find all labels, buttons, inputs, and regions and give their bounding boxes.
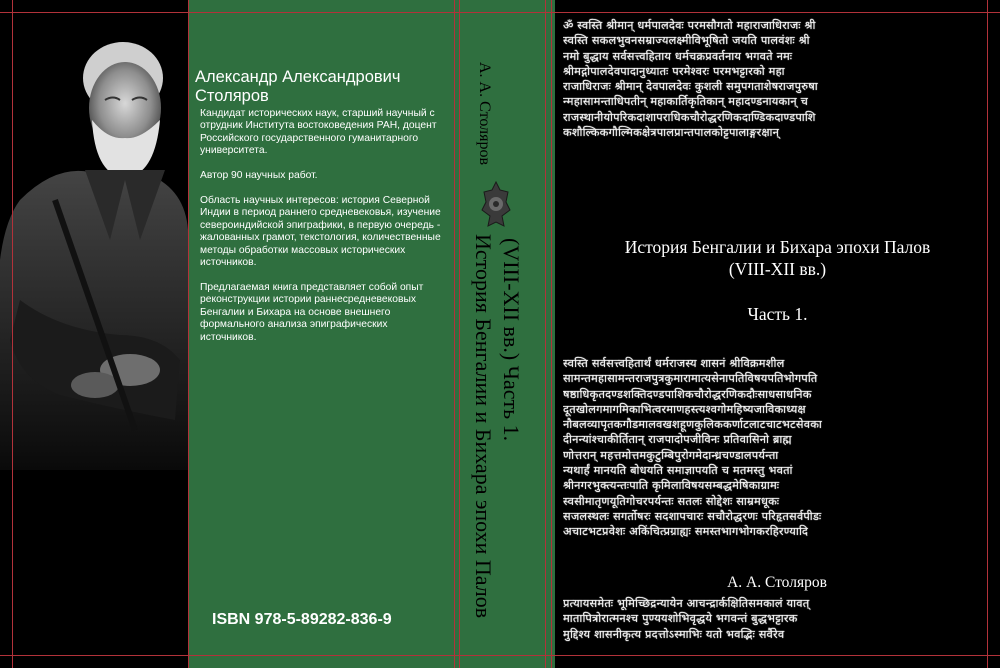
front-title-line2: (VIII-XII вв.): [728, 259, 827, 279]
back-author-name: Александр Александрович Столяров: [195, 68, 401, 105]
author-portrait: [0, 0, 188, 668]
spine-text-area: [450, 0, 555, 668]
inscription-bottom: स्वस्ति सर्वसत्त्वहितार्थं धर्मराजस्य शासनं श्रीविक्रमशील सामन्तमहासामन्तराजपुत्रकुमारामात्यसेनापतिविषयपतिभोगपति षष्ठाधिकृतदण्डशक्तिदण्डपाशिकचौरोद्धरणिकदौःसाधसाधनिक दूतखोलगमागमिकाभित्वरमाणहस्त्यश्वगोमहिष्यजाविकाध्यक्ष नौबलव्यापृतकगौडमालवखशहूणकुलिककर्णाटलाटचाटभटसेवका दीनन्यांश्चाकीर्तितान् राजपादोपजीविनः प्रतिवासिनो ब्राह्म णोत्तरान् महत्तमोत्तमकुटुम्बिपुरोगमेदान्ध्रचण्डालपर्यन्ता न्यथार्हं मानयति बोधयति समाज्ञापयति च मतमस्तु भवतां श्रीनगरभुक्त्यन्तःपाति कृमिलाविषयसम्बद्धमेषिकाग्रामः स्वसीमातृणयूतिगोचरपर्यन्तः सतलः सोद्देशः साम्रमधूकः सजलस्थलः सगर्तोषरः सदशापचारः सचौरोद्धरणः परिहृतसर्वपीडः अचाटभटप्रवेशः अकिंचित्प्रग्राह्यः समस्तभागभोगकरहिरण्यादि: [563, 357, 823, 539]
inscription-footer: प्रत्यायसमेतः भूमिच्छिद्रन्यायेन आचन्द्रार्कक्षितिसमकालं यावत् मातापित्रोरात्मनश्च पुण्ययशोभिवृद्धये भगवन्तं बुद्धभट्टारक मुद्दिश्य शासनीकृत्य प्रदत्तोऽस्माभिः यतो भवद्भिः सर्वैरेव: [563, 597, 810, 641]
guide-line-bottom-bleed: [0, 655, 1000, 656]
bio-paragraph-3: Область научных интересов: история Северной Индии в период раннего средневековья, изучение североиндийской эпиграфики, в первую очередь - жалованных грамот, текстология, количественные методы обработки массовых исторических источников.: [200, 195, 441, 269]
front-author: А. А. Столяров: [707, 573, 847, 593]
guide-line-spine-right: [545, 0, 546, 668]
front-part: Часть 1.: [747, 304, 808, 324]
guide-line-left-bleed: [12, 0, 13, 668]
bio-paragraph-2: Автор 90 научных работ.: [200, 170, 318, 181]
guide-line-spine-right-2: [551, 0, 552, 668]
bio-paragraph-1: Кандидат исторических наук, старший научный с отрудник Института востоковедения РАН, доцент Российского государственного гуманитарного университета.: [200, 108, 437, 157]
guide-line-top-bleed: [0, 12, 1000, 13]
publisher-emblem-icon: [480, 180, 512, 230]
front-title-line1: История Бенгалии и Бихара эпохи Палов: [624, 237, 931, 257]
guide-line-back-photo: [188, 0, 189, 668]
isbn: ISBN 978-5-89282-836-9: [212, 611, 392, 628]
bio-paragraph-4: Предлагаемая книга представляет собой опыт реконструкции истории раннесредневековых Бенгалии и Бихара на основе внешнего формального анализа эпиграфических источников.: [200, 282, 424, 343]
guide-line-right-bleed: [987, 0, 988, 668]
spine-author: А. А. Столяров: [476, 62, 493, 166]
spine-title-line1: История Бенгалии и Бихара эпохи Палов: [471, 234, 496, 619]
guide-line-spine-left-2: [459, 0, 460, 668]
author-photo: [0, 0, 188, 668]
inscription-top: ॐ स्वस्ति श्रीमान् धर्मपालदेवः परमसौगतो महाराजाधिराजः श्री स्वस्ति सकलभुवनसम्राज्यलक्ष्मीविभूषितो जयति पालवंशः श्री नमो बुद्धाय सर्वसत्त्वहिताय धर्मचक्रप्रवर्तनाय भगवते नमः श्रीमद्गोपालदेवपादानुध्यातः परमेश्वरः परमभट्टारको महा राजाधिराजः श्रीमान् देवपालदेवः कुशली समुपगताशेषराजपुरुषा न्महासामन्ताधिपतीन् महाकार्तिकृतिकान् महादण्डनायकान् च राजस्थानीयोपरिकदाशापराधिकचौरोद्धरणिकदाण्डिकदाण्डपाशि कशौल्किकगौल्मिकक्षेत्रपालप्रान्तपालकोट्टपालाङ्गरक्षान्: [563, 19, 818, 140]
guide-line-spine-left: [454, 0, 455, 668]
spine-title-line2: (VIII-XII вв.) Часть 1.: [499, 238, 524, 442]
